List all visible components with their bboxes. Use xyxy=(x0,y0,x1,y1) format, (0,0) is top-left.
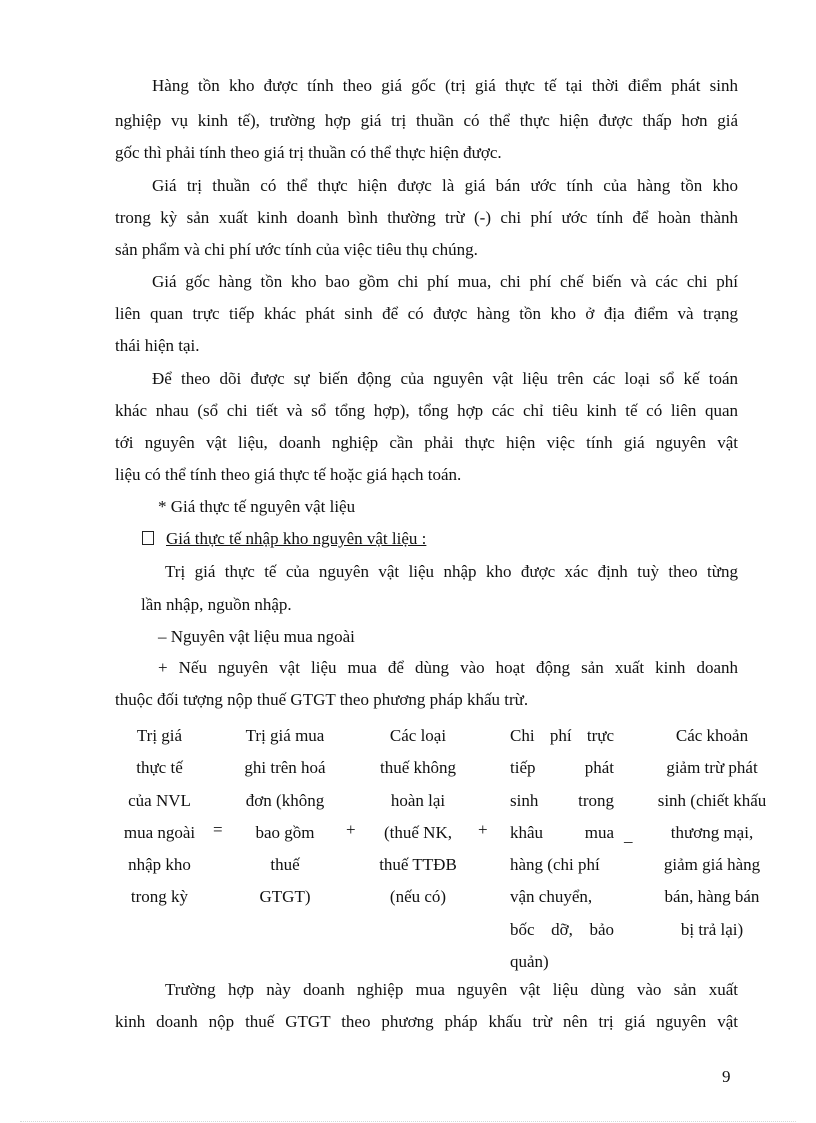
p4-line-3: tới nguyên vật liệu, doanh nghiệp cần phải thực hiện việc tính giá nguyên vật xyxy=(115,433,738,452)
formula-col4-line: hàng (chi phí xyxy=(510,855,600,875)
p2-line-2: trong kỳ sản xuất kinh doanh bình thường trừ (-) chi phí ước tính để hoàn thành xyxy=(115,208,738,227)
p6-line-1: + Nếu nguyên vật liệu mua để dùng vào hoạt động sản xuất kinh doanh xyxy=(158,658,738,677)
formula-col-deductions xyxy=(647,720,777,946)
p7-line-2: kinh doanh nộp thuế GTGT theo phương pháp khấu trừ nên trị giá nguyên vật xyxy=(115,1012,738,1031)
formula-col3-line: (nếu có) xyxy=(389,887,447,907)
formula-col4-line: bốc dỡ, bảo xyxy=(510,919,614,939)
formula-col4-line: Chi phí trực xyxy=(510,726,614,745)
formula-col3-line: Các loại xyxy=(389,726,447,745)
p1-line-2: nghiệp vụ kinh tế), trường hợp giá trị thuần có thể thực hiện được thấp hơn giá xyxy=(115,111,738,130)
heading-actual-price: * Giá thực tế nguyên vật liệu xyxy=(158,497,356,516)
formula-col4-line: khâu mua xyxy=(510,822,614,842)
p5-line-1: Trị giá thực tế của nguyên vật liệu nhập kho được xác định tuỳ theo từng xyxy=(165,562,738,581)
formula-plus-sign-1: + xyxy=(346,820,356,839)
formula-minus-sign: _ xyxy=(624,826,633,845)
formula-col2-line: đơn (không xyxy=(245,790,325,810)
formula-col2-line: Trị giá mua xyxy=(245,726,325,745)
p5-line-2: lần nhập, nguồn nhập. xyxy=(141,595,292,614)
formula-col1-line: nhập kho xyxy=(128,855,191,875)
formula-col1-line: Trị giá xyxy=(136,726,183,745)
formula-col5-line: thương mại, xyxy=(670,822,754,842)
formula-col1-line: thực tế xyxy=(136,758,183,778)
p3-line-2: liên quan trực tiếp khác phát sinh để có được hàng tồn kho ở địa điểm và trạng xyxy=(115,304,738,323)
formula-col2-line: thuế xyxy=(270,855,300,875)
p6-line-2: thuộc đối tượng nộp thuế GTGT theo phương pháp khấu trừ. xyxy=(115,690,529,709)
checkbox-bullet-icon xyxy=(142,531,154,545)
p3-line-1: Giá gốc hàng tồn kho bao gồm chi phí mua, chi phí chế biến và các chi phí xyxy=(152,272,738,291)
p4-line-1: Để theo dõi được sự biến động của nguyên vật liệu trên các loại sổ kế toán xyxy=(152,369,738,388)
heading-import-price-text: Giá thực tế nhập kho nguyên vật liệu : xyxy=(166,529,427,548)
formula-col3-line: (thuế NK, xyxy=(384,822,452,842)
p7-line-1: Trường hợp này doanh nghiệp mua nguyên vật liệu dùng vào sản xuất xyxy=(165,980,738,999)
formula-col4-line: sinh trong xyxy=(510,790,614,810)
formula-col3-line: hoàn lại xyxy=(390,790,446,810)
formula-col-purchase-price xyxy=(235,720,335,914)
p1-line-1: Hàng tồn kho được tính theo giá gốc (trị giá thực tế tại thời điểm phát sinh xyxy=(152,76,738,95)
footer-divider xyxy=(20,1121,796,1122)
formula-col-direct-costs xyxy=(510,720,614,978)
formula-col1-line: mua ngoài xyxy=(123,822,196,842)
formula-col2-line: bao gồm xyxy=(255,822,315,842)
formula-col5-line: bị trả lại) xyxy=(680,919,744,939)
page-number: 9 xyxy=(722,1067,731,1086)
formula-col5-line: bán, hàng bán xyxy=(664,887,760,907)
p4-line-4: liệu có thể tính theo giá thực tế hoặc giá hạch toán. xyxy=(115,465,462,484)
formula-col5-line: giảm trừ phát xyxy=(666,758,758,778)
formula-col1-line: trong kỳ xyxy=(130,887,189,907)
formula-col2-line: ghi trên hoá xyxy=(244,758,326,778)
formula-col-non-refundable-taxes xyxy=(368,720,468,914)
formula-col4-line: vận chuyển, xyxy=(510,887,593,907)
p2-line-1: Giá trị thuần có thể thực hiện được là giá bán ước tính của hàng tồn kho xyxy=(152,176,738,195)
formula-col5-line: sinh (chiết khấu xyxy=(657,790,767,810)
p1-line-3: gốc thì phải tính theo giá trị thuần có thể thực hiện được. xyxy=(115,143,502,162)
formula-col5-line: Các khoản xyxy=(675,726,749,745)
formula-col3-line: thuế không xyxy=(379,758,457,778)
p2-line-3: sản phẩm và chi phí ước tính của việc tiêu thụ chúng. xyxy=(115,240,478,259)
p4-line-2: khác nhau (sổ chi tiết và sổ tổng hợp), tổng hợp các chỉ tiêu kinh tế có liên quan xyxy=(115,401,738,420)
formula-plus-sign-2: + xyxy=(478,820,488,839)
formula-col4-line: quản) xyxy=(510,952,549,972)
formula-col2-line: GTGT) xyxy=(259,887,311,907)
formula-col1-line: của NVL xyxy=(128,790,191,810)
item-purchased-materials: – Nguyên vật liệu mua ngoài xyxy=(158,627,355,646)
formula-col5-line: giảm giá hàng xyxy=(663,855,761,875)
p3-line-3: thái hiện tại. xyxy=(115,336,200,355)
formula-equals-sign: = xyxy=(213,820,223,839)
formula-col3-line: thuế TTĐB xyxy=(379,855,457,875)
heading-import-price xyxy=(142,528,426,550)
formula-col4-line: tiếp phát xyxy=(510,758,614,778)
formula-col-actual-value xyxy=(112,720,207,914)
